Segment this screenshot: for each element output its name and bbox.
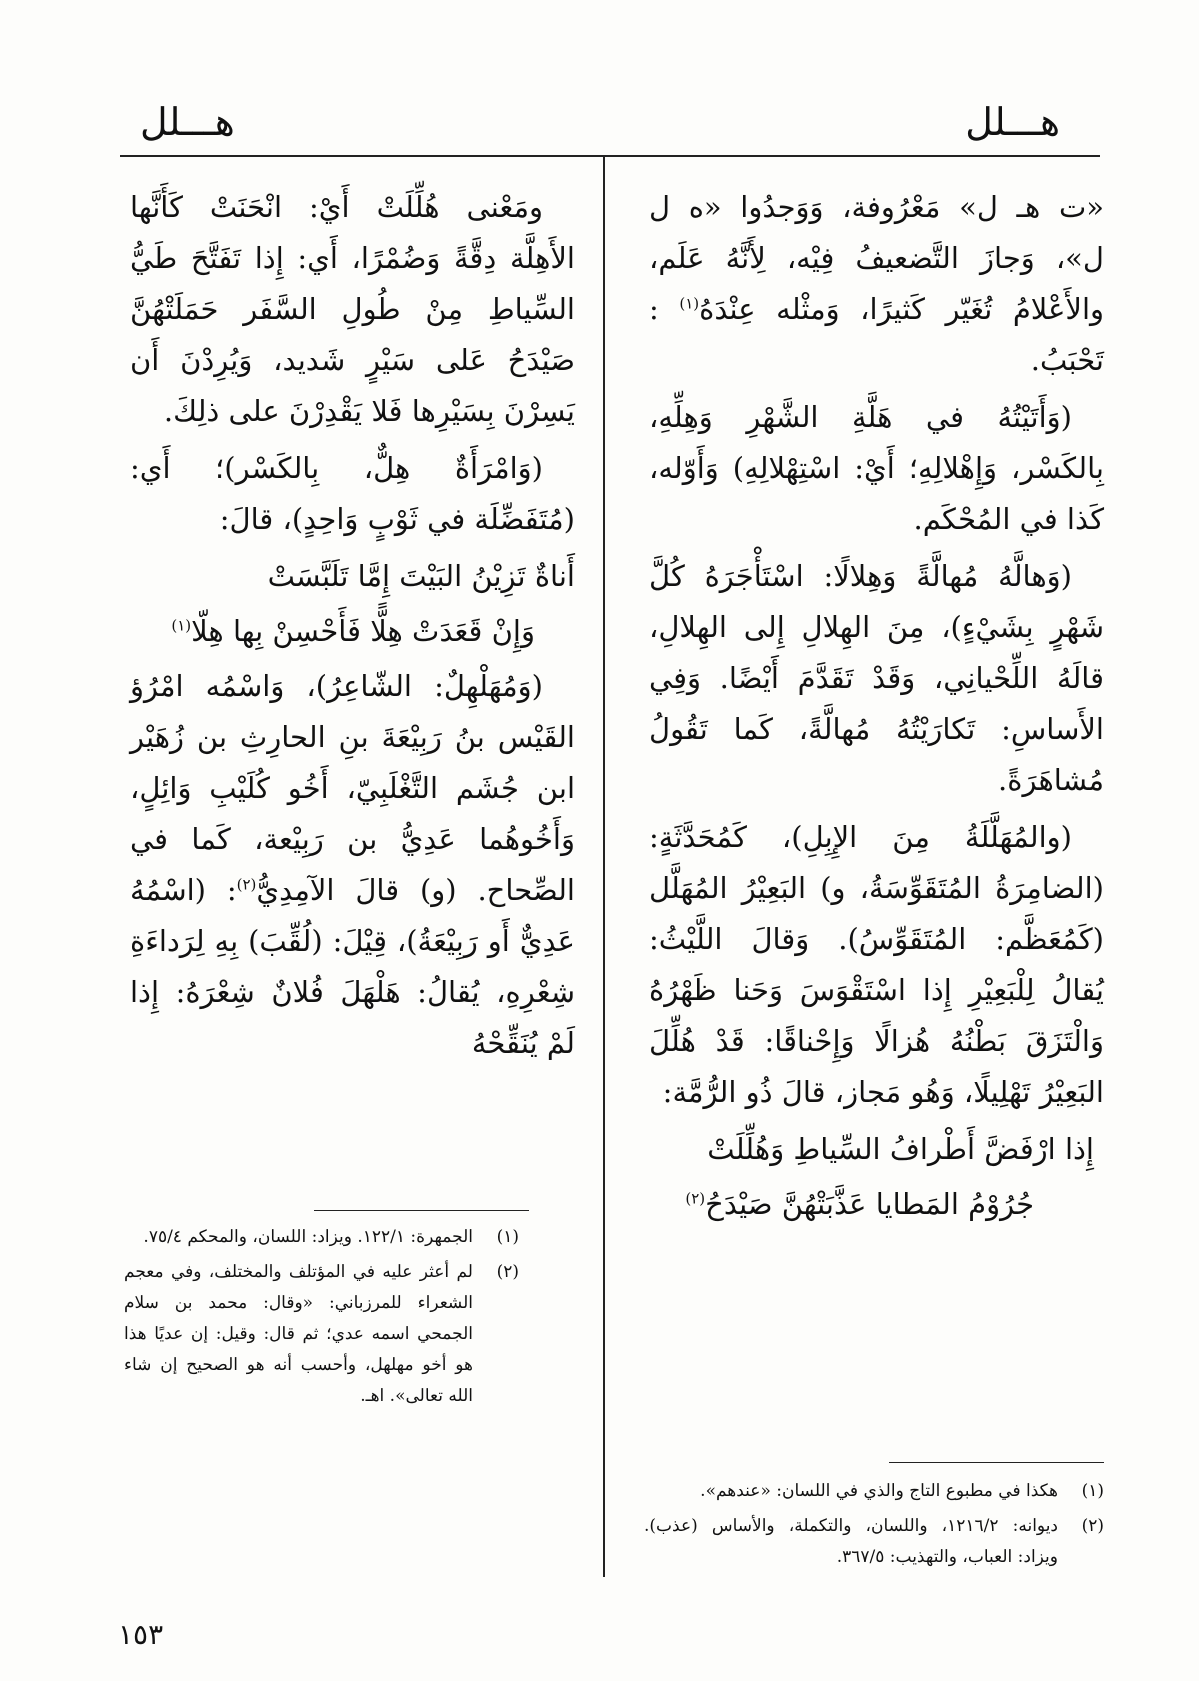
header-rule xyxy=(120,155,1100,157)
footnote xyxy=(124,1257,519,1412)
column-divider xyxy=(603,157,605,1577)
entry-text: : تَحْبَبُ. xyxy=(649,292,1104,377)
footnote-text: ديوانه: ١٢١٦/٢، واللسان، والتكملة، والأساس (عذب). ويزاد: العباب، والتهذيب: ٣٦٧/٥. xyxy=(644,1516,1058,1567)
entry-paragraph: (وَامْرَأَةٌ هِلٌّ، بِالكَسْر)؛ أَي: (مُتَفَضِّلَة في ثَوْبٍ وَاحِدٍ)، قالَ: xyxy=(130,451,575,536)
footnotes-left xyxy=(124,1222,519,1416)
footnote xyxy=(644,1511,1104,1573)
verse-hemistich-1: إِذا ارْفَضَّ أَطْرافُ السِّياطِ وَهُلِّلَتْ xyxy=(707,1132,1094,1166)
footnotes-right xyxy=(644,1476,1104,1577)
footnote-ref: (١) xyxy=(679,294,700,313)
verse-text: جُرُوْمُ المَطايا عَذَّبَتْهُنَّ صَيْدَحُ xyxy=(705,1187,1034,1221)
footnote-number: (١) xyxy=(496,1227,519,1247)
footnote-number: (٢) xyxy=(496,1262,519,1282)
header-root-word-left: هـــلل xyxy=(140,100,235,144)
footnote-text: هكذا في مطبوع التاج والذي في اللسان: «عندهم». xyxy=(700,1481,1058,1501)
footnote-ref: (٢) xyxy=(236,875,257,894)
entry-text: : (اسْمُهُ عَدِيٌّ أَو رَبِيْعَةُ)، قِيْلَ: (لُقِّبَ) بِهِ لِرَداءَةِ شِعْرِهِ، يُقالُ: هَلْهَلَ فُلانٌ شِعْرَهُ: إِذا لَمْ يُنَقِّحْهُ xyxy=(130,873,575,1060)
left-column xyxy=(130,182,575,1075)
verse-text: وَإِنْ قَعَدَتْ هِلًّا فَأَحْسِنْ بِها هِلّا xyxy=(191,614,535,648)
entry-text: (وَمُهَلْهِلٌ: الشّاعِرُ)، وَاسْمُه امْرُؤ القَيْس بنُ رَبِيْعَةَ بنِ الحارِثِ بن زُهَيْر ابن جُشَم التَّغْلَبِيّ، أَخُو كُلَيْبِ وَائِلٍ، وَأَخُوهُما عَدِيُّ بن رَبِيْعة، كَما في الصِّحاح. (و) قالَ الآمِدِيُّ xyxy=(130,669,575,907)
footnote-rule-left xyxy=(314,1210,529,1211)
entry-paragraph: (وَهالَّهُ مُهالَّةً وَهِلالًا: اسْتَأْجَرَهُ كُلَّ شَهْرٍ بِشَيْءٍ)، مِنَ الهِلالِ إِلى الهِلالِ، قالَهُ اللِّحْيانِي، وَقَدْ تَقَدَّمَ أَيْضًا. وَفِي الأَساسِ: تَكارَيْتُهُ مُهالَّةً، كَما تَقُولُ مُشاهَرَةً. xyxy=(649,559,1104,797)
entry-text: «ت هـ ل» مَعْرُوفة، وَوَجدُوا «ه ل ل»، وَجازَ التَّضعيفُ فِيْه، لِأَنَّهُ عَلَم، والأَعْلامُ تُغَيّر كَثيرًا، وَمثْله عِنْدَهُ xyxy=(649,190,1105,326)
footnote-text: لم أعثر عليه في المؤتلف والمختلف، وفي معجم الشعراء للمرزباني: «وقال: محمد بن سلام الجمحي اسمه عدي؛ ثم قال: وقيل: إن عديًا هذا هو أخو مهلهل، وأحسب أنه هو الصحيح إن شاء الله تعالى». اهـ. xyxy=(124,1262,473,1406)
footnote-number: (٢) xyxy=(1081,1516,1104,1536)
entry-paragraph: (والمُهَلَّلَةُ مِنَ الإِبِلِ)، كَمُحَدَّثَةٍ: (الضامِرَةُ المُتَقَوِّسَةُ، و) البَعِيْرُ المُهَلَّل (كَمُعَظَّم: المُتَقَوِّسُ). وَقالَ اللَّيْثُ: يُقالُ لِلْبَعِيْرِ إِذا اسْتَقْوَسَ وَحَنا ظَهْرُهُ وَالْتَزَقَ بَطْنُهُ هُزالًا وَإِحْناقًا: قَدْ هُلِّلَ البَعِيْرُ تَهْلِيلًا، وَهُو مَجاز، قالَ ذُو الرُّمَّة: xyxy=(649,820,1104,1109)
verse-hemistich-1: أَناةٌ تَزِيْنُ البَيْتَ إِمَّا تَلَبَّسَتْ xyxy=(267,559,575,593)
footnote-ref: (٢) xyxy=(685,1189,706,1208)
entry-paragraph xyxy=(649,182,1104,386)
header-root-word-right: هـــلل xyxy=(965,100,1060,144)
verse-hemistich-2 xyxy=(649,1179,1104,1230)
page-number: ١٥٣ xyxy=(118,1618,164,1651)
footnote-number: (١) xyxy=(1081,1481,1104,1501)
right-column xyxy=(649,182,1104,1234)
entry-paragraph: (وَأَتَيْتُهُ في هَلَّةِ الشَّهْرِ وَهِلِّهِ، بِالكَسْر، وَإِهْلالِهِ؛ أَيْ: اسْتِهْلالِهِ) وَأَوّله، كَذا في المُحْكَم. xyxy=(649,400,1104,536)
entry-paragraph xyxy=(130,661,575,1069)
verse-hemistich-2 xyxy=(130,606,575,657)
footnote-ref: (١) xyxy=(171,616,192,635)
footnote-rule-right xyxy=(889,1462,1104,1463)
footnote xyxy=(124,1222,519,1253)
footnote xyxy=(644,1476,1104,1507)
footnote-text: الجمهرة: ١٢٢/١. ويزاد: اللسان، والمحكم ٧٥/٤. xyxy=(143,1227,473,1247)
page-header xyxy=(120,98,1100,148)
entry-paragraph: ومَعْنى هُلِّلَتْ أَيْ: انْحَنَتْ كَأَنَّها الأَهِلَّة دِقَّةً وَضُمْرًا، أَي: إِذا تَفَتَّحَ طَيُّ السِّياطِ مِنْ طُولِ السَّفَر حَمَلَتْهُنَّ صَيْدَحُ عَلى سَيْرٍ شَديد، وَيُرِدْنَ أَن يَسِرْنَ بِسَيْرِها فَلا يَقْدِرْنَ على ذلِكَ. xyxy=(130,190,575,428)
